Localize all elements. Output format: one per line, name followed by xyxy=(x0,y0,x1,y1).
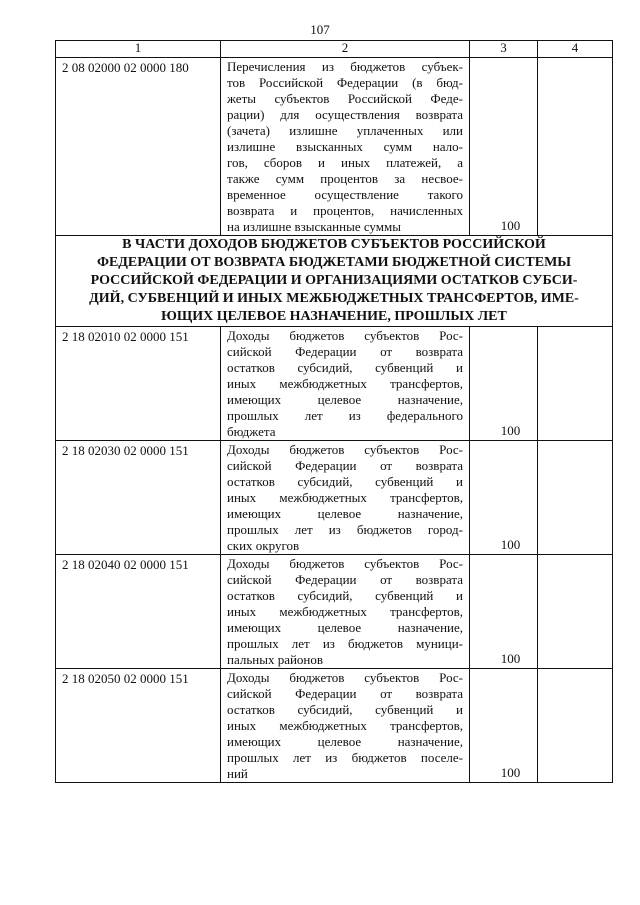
description-line: имеющих целевое назначение, xyxy=(227,392,463,407)
row-code: 2 08 02000 02 0000 180 xyxy=(56,58,221,236)
table-row xyxy=(56,441,613,555)
row-description xyxy=(221,441,470,555)
row-description xyxy=(221,669,470,783)
description-line: ских округов xyxy=(227,538,300,553)
description-line: сийской Федерации от возврата xyxy=(227,344,463,359)
description-line: пальных районов xyxy=(227,652,324,667)
description-line: Доходы бюджетов субъектов Рос- xyxy=(227,670,463,685)
row-value: 100 xyxy=(470,58,538,236)
section-heading-line: В ЧАСТИ ДОХОДОВ БЮДЖЕТОВ СУБЪЕКТОВ РОССИЙСКОЙ xyxy=(122,237,546,252)
description-line: прошлых лет из бюджетов город- xyxy=(227,522,463,537)
row-code: 2 18 02010 02 0000 151 xyxy=(56,327,221,441)
column-header-4: 4 xyxy=(538,41,613,58)
section-heading-line: ЮЩИХ ЦЕЛЕВОЕ НАЗНАЧЕНИЕ, ПРОШЛЫХ ЛЕТ xyxy=(161,309,507,324)
table-row xyxy=(56,555,613,669)
column-header-1: 1 xyxy=(56,41,221,58)
row-description xyxy=(221,58,470,236)
section-heading-line: ДИЙ, СУБВЕНЦИЙ И ИНЫХ МЕЖБЮДЖЕТНЫХ ТРАНСФЕРТОВ, ИМЕ- xyxy=(89,291,579,306)
description-line: гов, сборов и иных платежей, а xyxy=(227,155,463,170)
row-col4 xyxy=(538,441,613,555)
description-line: временное осуществление такого xyxy=(227,187,463,202)
description-line: иных межбюджетных трансфертов, xyxy=(227,490,463,505)
column-header-2: 2 xyxy=(221,41,470,58)
description-line: жеты субъектов Российской Феде- xyxy=(227,91,463,106)
row-col4 xyxy=(538,58,613,236)
description-line: иных межбюджетных трансфертов, xyxy=(227,718,463,733)
description-line: имеющих целевое назначение, xyxy=(227,620,463,635)
description-line: возврата и процентов, начисленных xyxy=(227,203,463,218)
row-col4 xyxy=(538,669,613,783)
section-heading-line: РОССИЙСКОЙ ФЕДЕРАЦИИ И ОРГАНИЗАЦИЯМИ ОСТАТКОВ СУБСИ- xyxy=(90,273,578,288)
description-line: Перечисления из бюджетов субъек- xyxy=(227,59,463,74)
table-row xyxy=(56,58,613,236)
row-value: 100 xyxy=(470,441,538,555)
description-line: иных межбюджетных трансфертов, xyxy=(227,376,463,391)
row-col4 xyxy=(538,555,613,669)
description-line: остатков субсидий, субвенций и xyxy=(227,588,463,603)
row-description xyxy=(221,555,470,669)
row-value: 100 xyxy=(470,669,538,783)
description-line: прошлых лет из бюджетов поселе- xyxy=(227,750,463,765)
description-line: остатков субсидий, субвенций и xyxy=(227,474,463,489)
description-line: также сумм процентов за несвое- xyxy=(227,171,463,186)
column-header-3: 3 xyxy=(470,41,538,58)
description-line: остатков субсидий, субвенций и xyxy=(227,702,463,717)
description-line: Доходы бюджетов субъектов Рос- xyxy=(227,556,463,571)
section-heading-line: ФЕДЕРАЦИИ ОТ ВОЗВРАТА БЮДЖЕТАМИ БЮДЖЕТНОЙ СИСТЕМЫ xyxy=(96,255,572,270)
description-line: Доходы бюджетов субъектов Рос- xyxy=(227,328,463,343)
description-line: излишне взысканных сумм нало- xyxy=(227,139,463,154)
description-line: тов Российской Федерации (в бюд- xyxy=(227,75,463,90)
row-value: 100 xyxy=(470,327,538,441)
description-line: остатков субсидий, субвенций и xyxy=(227,360,463,375)
budget-codes-table xyxy=(55,40,613,783)
column-number-row xyxy=(56,41,613,58)
description-line: ний xyxy=(227,766,248,781)
description-line: имеющих целевое назначение, xyxy=(227,734,463,749)
description-line: рации) для осуществления возврата xyxy=(227,107,463,122)
section-heading xyxy=(56,236,613,327)
table-row xyxy=(56,669,613,783)
description-line: сийской Федерации от возврата xyxy=(227,686,463,701)
row-code: 2 18 02030 02 0000 151 xyxy=(56,441,221,555)
description-line: сийской Федерации от возврата xyxy=(227,458,463,473)
description-line: (зачета) излишне уплаченных или xyxy=(227,123,463,138)
description-line: иных межбюджетных трансфертов, xyxy=(227,604,463,619)
description-line: имеющих целевое назначение, xyxy=(227,506,463,521)
description-line: прошлых лет из бюджетов муници- xyxy=(227,636,463,651)
row-code: 2 18 02050 02 0000 151 xyxy=(56,669,221,783)
row-description xyxy=(221,327,470,441)
table-row xyxy=(56,327,613,441)
description-line: на излишне взысканные суммы xyxy=(227,219,401,234)
description-line: Доходы бюджетов субъектов Рос- xyxy=(227,442,463,457)
description-line: бюджета xyxy=(227,424,276,439)
description-line: прошлых лет из федерального xyxy=(227,408,463,423)
page-number: 107 xyxy=(310,22,330,37)
row-col4 xyxy=(538,327,613,441)
row-value: 100 xyxy=(470,555,538,669)
section-heading-row xyxy=(56,236,613,327)
row-code: 2 18 02040 02 0000 151 xyxy=(56,555,221,669)
description-line: сийской Федерации от возврата xyxy=(227,572,463,587)
